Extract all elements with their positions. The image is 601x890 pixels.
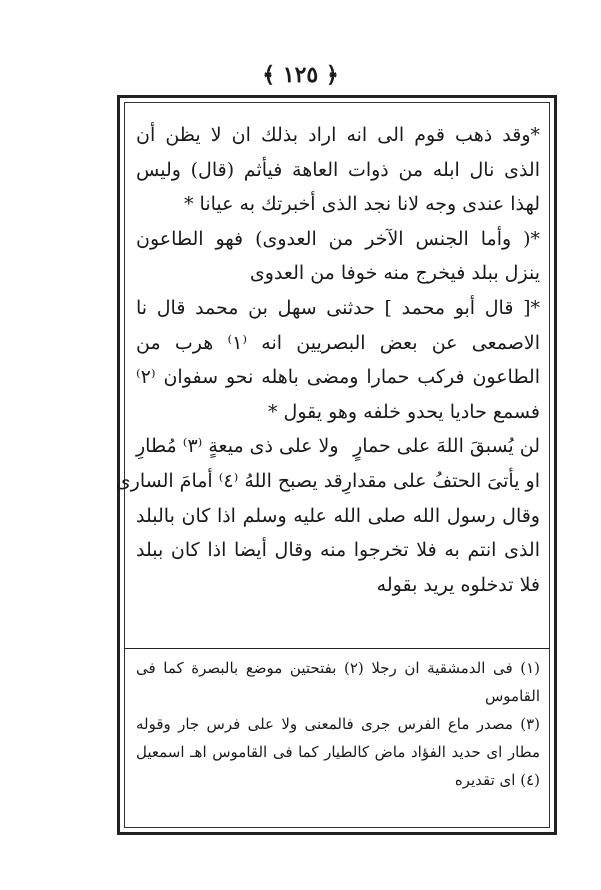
footnote-line-2: (٣) مصدر ماع الفرس جرى فالمعنى ولا على فرس جار وقوله مطار اى حديد الفؤاد ماض كالطيار كما فى القاموس اهـ اسمعيل (٤) اى تقديره [136,715,540,789]
paragraph-2: *( وأما الجنس الآخر من العدوى) فهو الطاعون ينزل ببلد فيخرج منه خوفا من العدوى [136,227,540,285]
footnotes [136,654,540,794]
paragraph-4: وقال رسول الله صلى الله عليه وسلم اذا كان بالبلد الذى انتم به فلا تخرجوا منه وقال أيضا اذا كان ببلد فلا تدخلوه يريد بقوله [136,504,540,596]
verse-2-second-hemistich: قد يصبح اللهُ ⁽٤⁾ أمامَ السارى [115,469,343,492]
footnote-line-1: (١) فى الدمشقية ان رجلا (٢) بفتحتين موضع بالبصرة كما فى القاموس [136,659,540,705]
verse-2-first-hemistich: او يأتىَ الحتفُ على مقدارِ [342,469,540,492]
paragraph-1: *وقد ذهب قوم الى انه اراد بذلك ان لا يظن أن الذى نال ابله من ذوات العاهة فيأثم (قال) وليس لهذا عندى وجه لانا نجد الذى أخبرتك به عيانا * [136,124,540,216]
verse-1-first-hemistich: لن يُسبقَ اللهَ على حمارٍ [353,435,540,458]
verse-line-1 [136,429,540,464]
footnote-divider [124,648,550,649]
verse-1-second-hemistich: ولا على ذى ميعةٍ ⁽٣⁾ مُطارِ [136,435,339,458]
page-number: ﴿ ١٢٥ ﴾ [262,62,339,88]
verse-line-2 [115,464,540,499]
paragraph-3: *[ قال أبو محمد ] حدثنى سهل بن محمد قال نا الاصمعى عن بعض البصريين انه ⁽١⁾ هرب من الطاعون فركب حمارا ومضى باهله نحو سفوان ⁽٢⁾ فسمع حاديا يحدو خلفه وهو يقول * [136,296,540,423]
main-text [115,118,540,602]
